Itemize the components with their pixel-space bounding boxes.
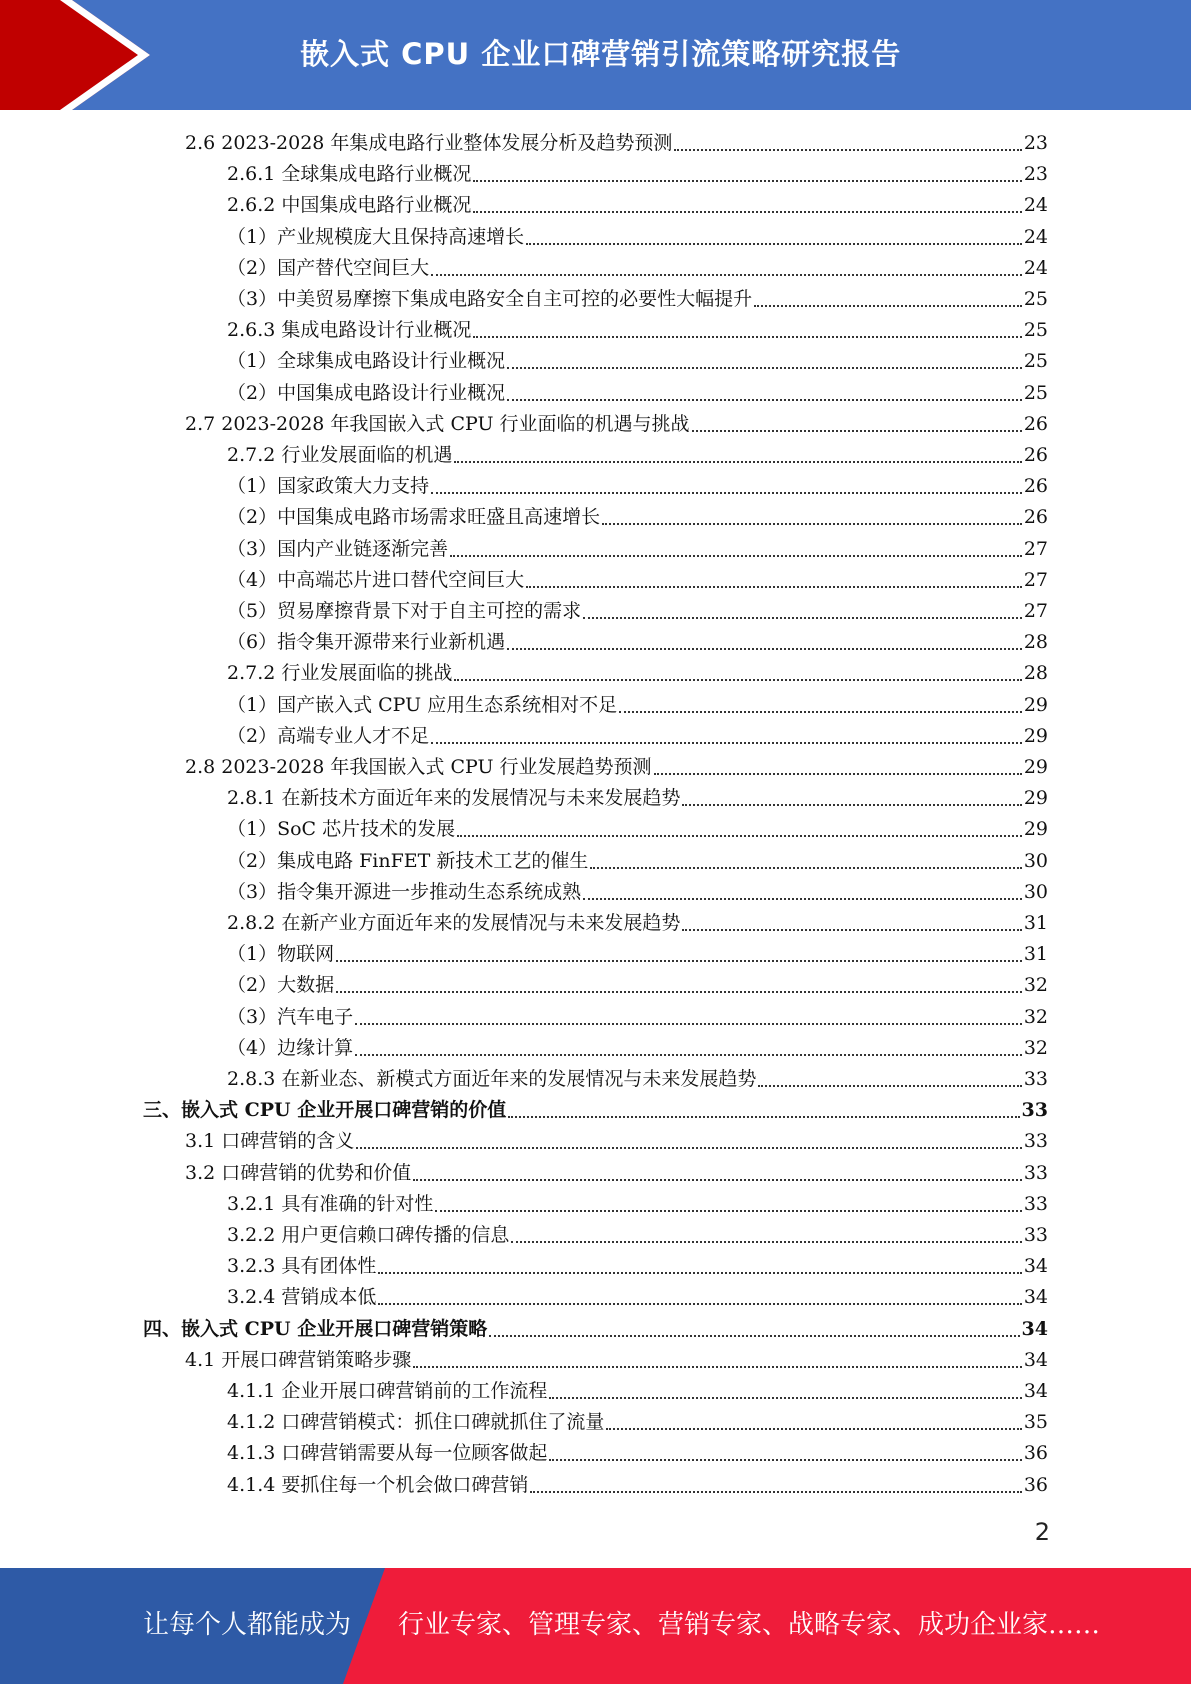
toc-entry-page: 29 xyxy=(1023,818,1048,841)
toc-dot-leader xyxy=(526,243,1022,245)
toc-entry-page: 34 xyxy=(1023,1348,1048,1371)
toc-entry[interactable] xyxy=(227,1218,1048,1249)
toc-entry-page: 27 xyxy=(1023,537,1048,560)
toc-dot-leader xyxy=(435,1210,1021,1212)
toc-entry-title: 4.1.4 要抓住每一个机会做口碑营销 xyxy=(227,1473,529,1496)
toc-entry-title: 3.2.2 用户更信赖口碑传播的信息 xyxy=(227,1224,510,1246)
toc-entry[interactable] xyxy=(227,656,1048,687)
toc-dot-leader xyxy=(355,1023,1022,1025)
toc-entry[interactable] xyxy=(227,1249,1048,1280)
toc-dot-leader xyxy=(473,180,1021,182)
toc-entry-title: 2.6 2023-2028 年集成电路行业整体发展分析及趋势预测 xyxy=(185,132,673,154)
toc-entry-title: （4）边缘计算 xyxy=(227,1036,354,1059)
toc-entry[interactable] xyxy=(227,906,1048,937)
toc-entry-title: 3.2.1 具有准确的针对性 xyxy=(227,1192,434,1215)
toc-entry[interactable] xyxy=(185,1156,1048,1187)
toc-entry[interactable] xyxy=(143,1093,1048,1124)
toc-entry-page: 24 xyxy=(1023,256,1048,279)
toc-entry-page: 23 xyxy=(1023,132,1048,154)
toc-dot-leader xyxy=(489,1335,1019,1337)
toc-dot-leader xyxy=(378,1303,1021,1305)
toc-entry-page: 25 xyxy=(1023,288,1048,310)
toc-entry-page: 29 xyxy=(1023,693,1048,716)
toc-dot-leader xyxy=(602,523,1022,525)
toc-entry[interactable] xyxy=(227,532,1048,563)
toc-entry[interactable] xyxy=(227,563,1048,594)
toc-entry[interactable] xyxy=(227,781,1048,812)
toc-entry-title: 四、嵌入式 CPU 企业开展口碑营销策略 xyxy=(143,1317,488,1340)
toc-entry-page: 30 xyxy=(1023,849,1048,872)
toc-entry-title: （1）国产嵌入式 CPU 应用生态系统相对不足 xyxy=(227,693,618,716)
toc-entry-title: 4.1.2 口碑营销模式：抓住口碑就抓住了流量 xyxy=(227,1411,605,1434)
toc-entry-page: 26 xyxy=(1023,412,1048,435)
toc-entry-title: （1）国家政策大力支持 xyxy=(227,475,430,498)
toc-entry-page: 25 xyxy=(1023,381,1048,404)
toc-entry[interactable] xyxy=(227,625,1048,656)
toc-entry-title: 2.6.1 全球集成电路行业概况 xyxy=(227,163,472,186)
toc-entry-page: 25 xyxy=(1023,319,1048,342)
page-footer xyxy=(0,1568,1191,1684)
toc-dot-leader xyxy=(473,336,1021,338)
toc-entry-page: 24 xyxy=(1023,194,1048,217)
toc-entry-title: （3）国内产业链逐渐完善 xyxy=(227,537,449,560)
toc-dot-leader xyxy=(549,1459,1021,1461)
toc-dot-leader xyxy=(450,555,1022,557)
toc-entry-page: 33 xyxy=(1023,1161,1048,1184)
toc-entry-title: （2）高端专业人才不足 xyxy=(227,724,430,747)
toc-entry[interactable] xyxy=(227,376,1048,407)
toc-entry-title: 三、嵌入式 CPU 企业开展口碑营销的价值 xyxy=(143,1099,507,1122)
toc-entry[interactable] xyxy=(227,500,1048,531)
toc-entry[interactable] xyxy=(227,594,1048,625)
toc-entry-title: （3）汽车电子 xyxy=(227,1005,354,1028)
toc-dot-leader xyxy=(583,898,1022,900)
toc-entry-title: （1）全球集成电路设计行业概况 xyxy=(227,350,506,373)
toc-dot-leader xyxy=(413,1179,1022,1181)
toc-entry[interactable] xyxy=(143,1312,1048,1343)
toc-entry-page: 36 xyxy=(1023,1473,1048,1496)
toc-dot-leader xyxy=(583,617,1022,619)
toc-entry-page: 29 xyxy=(1023,787,1048,810)
toc-entry[interactable] xyxy=(227,812,1048,843)
toc-entry-page: 32 xyxy=(1023,1005,1048,1028)
toc-entry-page: 34 xyxy=(1023,1286,1048,1309)
toc-entry-page: 26 xyxy=(1023,506,1048,529)
toc-entry-page: 33 xyxy=(1023,1130,1048,1153)
toc-entry-page: 32 xyxy=(1023,1036,1048,1059)
toc-entry[interactable] xyxy=(227,282,1048,313)
toc-entry[interactable] xyxy=(185,407,1048,438)
toc-dot-leader xyxy=(549,1397,1021,1399)
toc-entry-title: （2）中国集成电路市场需求旺盛且高速增长 xyxy=(227,506,601,529)
page-header xyxy=(0,0,1191,110)
toc-entry-title: （6）指令集开源带来行业新机遇 xyxy=(227,631,506,654)
toc-dot-leader xyxy=(692,430,1022,432)
toc-dot-leader xyxy=(619,711,1022,713)
toc-dot-leader xyxy=(336,960,1022,962)
footer-slogan-left: 让每个人都能成为 xyxy=(143,1610,352,1640)
toc-entry-page: 35 xyxy=(1023,1411,1048,1434)
toc-entry[interactable] xyxy=(227,313,1048,344)
toc-entry[interactable] xyxy=(227,1187,1048,1218)
toc-dot-leader xyxy=(590,867,1021,869)
toc-entry-title: （5）贸易摩擦背景下对于自主可控的需求 xyxy=(227,600,582,622)
toc-entry-page: 26 xyxy=(1023,444,1048,466)
toc-dot-leader xyxy=(355,1054,1022,1056)
toc-entry-page: 29 xyxy=(1023,756,1048,778)
toc-entry-page: 27 xyxy=(1023,568,1048,591)
toc-entry[interactable] xyxy=(227,220,1048,251)
toc-entry-page: 28 xyxy=(1023,662,1048,685)
toc-entry[interactable] xyxy=(227,1280,1048,1311)
toc-entry-title: 2.7.2 行业发展面临的机遇 xyxy=(227,444,453,466)
toc-entry[interactable] xyxy=(227,875,1048,906)
toc-entry[interactable] xyxy=(227,937,1048,968)
toc-entry-page: 27 xyxy=(1023,600,1048,622)
toc-entry-title: 2.8.2 在新产业方面近年来的发展情况与未来发展趋势 xyxy=(227,912,681,934)
toc-entry[interactable] xyxy=(227,1436,1048,1467)
toc-entry[interactable] xyxy=(227,438,1048,469)
toc-entry-page: 29 xyxy=(1023,724,1048,747)
toc-entry-title: 2.8 2023-2028 年我国嵌入式 CPU 行业发展趋势预测 xyxy=(185,756,652,778)
toc-dot-leader xyxy=(457,835,1022,837)
toc-entry-title: 3.2.4 营销成本低 xyxy=(227,1286,377,1309)
toc-entry-title: （3）中美贸易摩擦下集成电路安全自主可控的必要性大幅提升 xyxy=(227,288,753,310)
toc-entry-title: （3）指令集开源进一步推动生态系统成熟 xyxy=(227,880,582,903)
toc-entry-page: 36 xyxy=(1023,1442,1048,1465)
toc-entry-title: 4.1 开展口碑营销策略步骤 xyxy=(185,1348,412,1371)
toc-entry[interactable] xyxy=(227,1000,1048,1031)
toc-dot-leader xyxy=(654,773,1022,775)
toc-dot-leader xyxy=(431,492,1022,494)
toc-entry-page: 34 xyxy=(1023,1380,1048,1402)
toc-entry-page: 28 xyxy=(1023,631,1048,654)
toc-dot-leader xyxy=(682,804,1021,806)
toc-entry-title: （1）产业规模庞大且保持高速增长 xyxy=(227,225,525,248)
toc-dot-leader xyxy=(674,149,1021,151)
toc-entry-page: 24 xyxy=(1023,225,1048,248)
toc-entry-title: 2.8.1 在新技术方面近年来的发展情况与未来发展趋势 xyxy=(227,787,681,810)
toc-entry-title: 3.2 口碑营销的优势和价值 xyxy=(185,1161,412,1184)
toc-dot-leader xyxy=(682,929,1021,931)
toc-entry[interactable] xyxy=(227,344,1048,375)
toc-dot-leader xyxy=(413,1366,1022,1368)
toc-entry[interactable] xyxy=(227,1062,1048,1093)
toc-dot-leader xyxy=(507,367,1022,369)
toc-entry-title: 2.7.2 行业发展面临的挑战 xyxy=(227,662,453,685)
toc-entry-page: 33 xyxy=(1023,1192,1048,1215)
toc-entry-page: 25 xyxy=(1023,350,1048,373)
toc-dot-leader xyxy=(431,274,1022,276)
toc-entry-page: 31 xyxy=(1023,912,1048,934)
toc-dot-leader xyxy=(508,1116,1019,1118)
toc-entry-title: （4）中高端芯片进口替代空间巨大 xyxy=(227,568,525,591)
toc-entry[interactable] xyxy=(227,1031,1048,1062)
toc-entry[interactable] xyxy=(185,1124,1048,1155)
toc-entry-title: 2.6.2 中国集成电路行业概况 xyxy=(227,194,472,217)
toc-dot-leader xyxy=(530,1491,1021,1493)
toc-entry[interactable] xyxy=(185,750,1048,781)
toc-entry[interactable] xyxy=(185,1343,1048,1374)
toc-dot-leader xyxy=(454,679,1021,681)
toc-dot-leader xyxy=(511,1241,1021,1243)
toc-entry-title: 2.8.3 在新业态、新模式方面近年来的发展情况与未来发展趋势 xyxy=(227,1068,757,1090)
toc-dot-leader xyxy=(758,1085,1021,1087)
toc-dot-leader xyxy=(526,586,1022,588)
toc-entry-page: 31 xyxy=(1023,943,1048,966)
page-number: 2 xyxy=(1034,1518,1050,1546)
toc-entry[interactable] xyxy=(227,1468,1048,1499)
toc-entry-title: （2）中国集成电路设计行业概况 xyxy=(227,381,506,404)
toc-entry[interactable] xyxy=(227,469,1048,500)
toc-entry-title: （2）集成电路 FinFET 新技术工艺的催生 xyxy=(227,849,589,872)
toc-entry-page: 32 xyxy=(1023,974,1048,997)
toc-entry-page: 33 xyxy=(1023,1224,1048,1246)
toc-entry-page: 23 xyxy=(1023,163,1048,186)
footer-slogan-right: 行业专家、管理专家、营销专家、战略专家、成功企业家…… xyxy=(398,1610,1101,1640)
report-title: 嵌入式 CPU 企业口碑营销引流策略研究报告 xyxy=(300,37,902,71)
toc-dot-leader xyxy=(336,991,1022,993)
toc-entry[interactable] xyxy=(227,188,1048,219)
toc-entry-title: 2.7 2023-2028 年我国嵌入式 CPU 行业面临的机遇与挑战 xyxy=(185,412,690,435)
toc-entry[interactable] xyxy=(227,251,1048,282)
toc-entry[interactable] xyxy=(185,126,1048,157)
toc-dot-leader xyxy=(356,1147,1022,1149)
toc-entry-title: 2.6.3 集成电路设计行业概况 xyxy=(227,319,472,342)
toc-entry-page: 26 xyxy=(1023,475,1048,498)
toc-entry-title: 3.1 口碑营销的含义 xyxy=(185,1130,355,1153)
toc-entry-title: （1）SoC 芯片技术的发展 xyxy=(227,818,456,841)
toc-entry-title: （2）大数据 xyxy=(227,974,335,997)
toc-entry-page: 34 xyxy=(1023,1255,1048,1278)
toc-dot-leader xyxy=(454,461,1021,463)
toc-entry-page: 33 xyxy=(1021,1099,1048,1122)
toc-entry-page: 34 xyxy=(1021,1317,1048,1340)
toc-dot-leader xyxy=(378,1272,1021,1274)
header-arrow-decoration xyxy=(0,0,150,110)
toc-dot-leader xyxy=(754,305,1022,307)
toc-entry-page: 33 xyxy=(1023,1068,1048,1090)
toc-entry-title: 4.1.3 口碑营销需要从每一位顾客做起 xyxy=(227,1442,548,1465)
toc-entry[interactable] xyxy=(227,844,1048,875)
toc-entry[interactable] xyxy=(227,719,1048,750)
toc-dot-leader xyxy=(473,211,1021,213)
toc-dot-leader xyxy=(431,742,1022,744)
toc-entry-title: （2）国产替代空间巨大 xyxy=(227,256,430,279)
toc-entry-title: （1）物联网 xyxy=(227,943,335,966)
toc-dot-leader xyxy=(507,648,1022,650)
toc-entry[interactable] xyxy=(227,688,1048,719)
toc-dot-leader xyxy=(507,399,1022,401)
toc-entry-page: 30 xyxy=(1023,880,1048,903)
toc-entry[interactable] xyxy=(227,157,1048,188)
toc-entry-title: 3.2.3 具有团体性 xyxy=(227,1255,377,1278)
toc-entry[interactable] xyxy=(227,1374,1048,1405)
toc-entry[interactable] xyxy=(227,968,1048,999)
toc-entry-title: 4.1.1 企业开展口碑营销前的工作流程 xyxy=(227,1380,548,1402)
toc-entry[interactable] xyxy=(227,1405,1048,1436)
toc-dot-leader xyxy=(606,1428,1021,1430)
